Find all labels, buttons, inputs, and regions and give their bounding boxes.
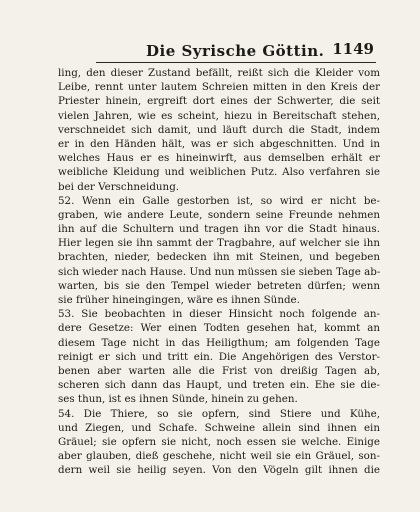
body-text [58, 66, 380, 477]
text-line: diesem Tage nicht in das Heiligthum; am folgenden Tage [58, 336, 380, 349]
text-line: dern weil sie heilig seyen. Von den Vögeln gilt ihnen die [58, 464, 380, 477]
text-line: reinigt er sich und tritt ein. Die Angehörigen des Verstor- [58, 350, 380, 363]
text-line: scheren sich dann das Haupt, und treten ein. Ehe sie die- [58, 379, 380, 392]
text-line: 54. Die Thiere, so sie opfern, sind Stiere und Kühe, [58, 407, 380, 420]
text-line: ling, den dieser Zustand befällt, reißt sich die Kleider vom [58, 67, 380, 79]
text-line: sich wieder nach Hause. Und nun müssen sie sieben Tage ab- [58, 265, 380, 278]
text-line: er in den Händen hält, was er sich abgeschnitten. Und in [58, 137, 380, 150]
text-line: weibliche Kleidung und weiblichen Putz. Also verfahren sie [58, 166, 380, 179]
running-title: Die Syrische Göttin. [146, 42, 325, 60]
text-line: verschneidet sich damit, und läuft durch die Stadt, indem [58, 123, 380, 136]
text-line: bei der Verschneidung. [58, 180, 180, 193]
text-line: Hier legen sie ihn sammt der Tragbahre, auf welcher sie ihn [58, 237, 380, 250]
text-line: warten, bis sie den Tempel wieder betreten dürfen; wenn [58, 279, 380, 292]
page-header [96, 40, 376, 63]
text-line: Gräuel; sie opfern sie nicht, noch essen sie welche. Einige [58, 435, 380, 448]
text-line: ses thun, ist es ihnen Sünde, hinein zu gehen. [58, 393, 298, 406]
text-line: Priester hinein, ergreift dort eines der Schwerter, die seit [58, 95, 380, 108]
page-number: 1149 [332, 40, 374, 58]
text-line: und Ziegen, und Schafe. Schweine allein sind ihnen ein [58, 421, 380, 434]
text-line: Leibe, rennt unter lautem Schreien mitten in den Kreis der [58, 81, 380, 94]
text-line: vielen Jahren, wie es scheint, hiezu in Bereitschaft stehen, [58, 109, 380, 122]
text-line: benen aber warten alle die Frist von dreißig Tagen ab, [58, 364, 380, 377]
text-line: ihn auf die Schultern und tragen ihn vor die Stadt hinaus. [58, 223, 380, 236]
text-line: dere Gesetze: Wer einen Todten gesehen hat, kommt an [58, 322, 380, 335]
text-line: graben, wie andere Leute, sondern seine Freunde nehmen [58, 208, 380, 221]
text-line: sie früher hineingingen, wäre es ihnen Sünde. [58, 294, 300, 306]
text-line: aber glauben, dieß geschehe, nicht weil sie ein Gräuel, son- [58, 450, 380, 463]
text-line: welches Haus er es hineinwirft, aus demselben erhält er [58, 152, 380, 165]
text-line: 52. Wenn ein Galle gestorben ist, so wird er nicht be- [58, 194, 380, 207]
text-line: 53. Sie beobachten in dieser Hinsicht noch folgende an- [58, 308, 380, 321]
text-line: brachten, nieder, bedecken ihn mit Steinen, und begeben [58, 251, 380, 264]
